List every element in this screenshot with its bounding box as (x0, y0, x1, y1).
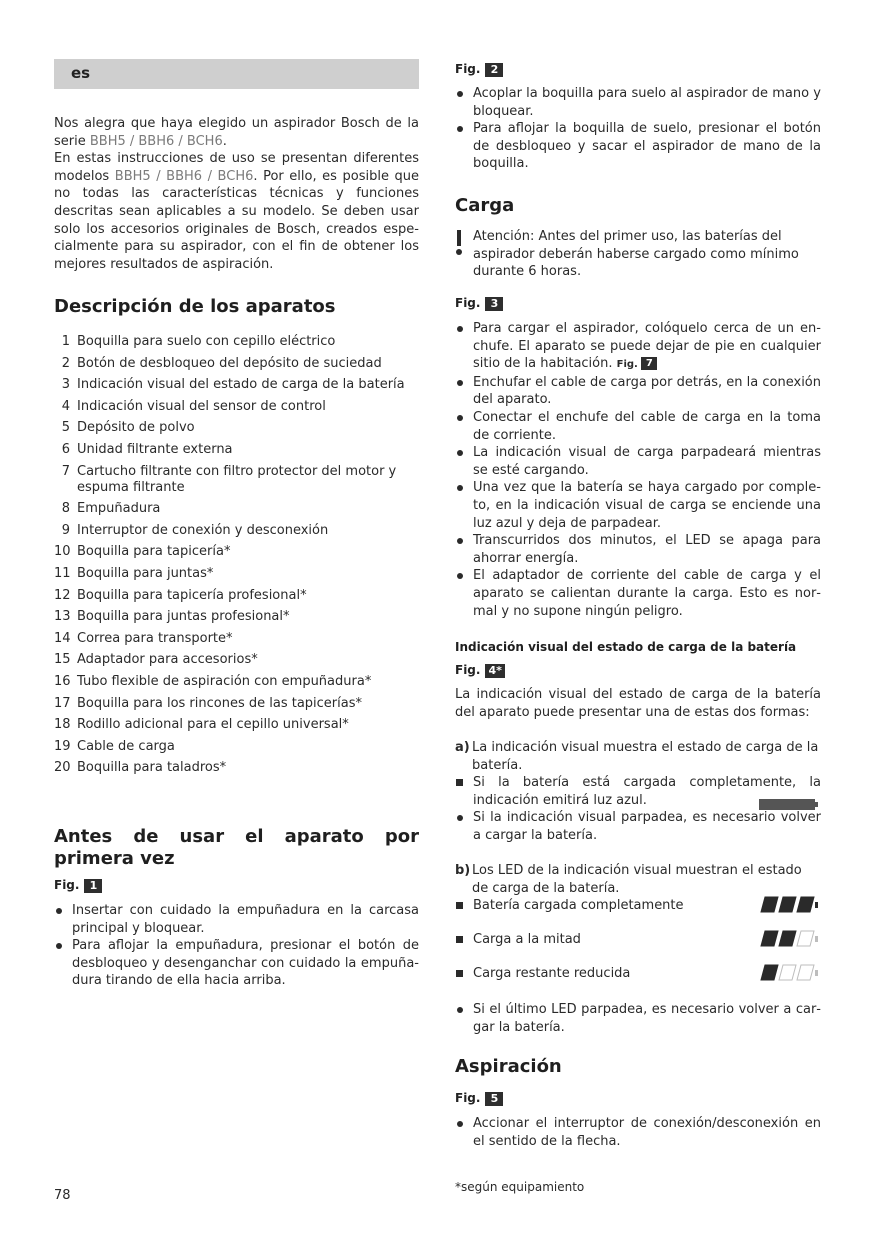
battery-segment-filled (761, 897, 778, 912)
page-number: 78 (54, 1188, 71, 1203)
battery-segment-filled (761, 965, 778, 980)
item-number: 2 (61, 355, 70, 371)
battery-level-icon (757, 930, 819, 948)
intro-text (54, 115, 419, 273)
list-item: Para aflojar la boquilla de suelo, presionar el botón de desbloqueo y sacar el aspirador de mano de la boquilla. (455, 120, 821, 173)
list-item (54, 544, 419, 560)
fig2-list (455, 85, 821, 173)
battery-level-label: Carga a la mitad (473, 931, 581, 947)
item-text: Empuñadura (77, 501, 161, 517)
battery-cap (815, 936, 818, 942)
figure-number: 5 (485, 1092, 503, 1106)
item-number: 6 (61, 441, 70, 457)
list-item (54, 464, 419, 496)
figure-number: 2 (485, 63, 503, 77)
item-text: Depósito de polvo (77, 420, 195, 436)
battery-segment-filled (797, 897, 814, 912)
list-item: Si la indicación visual parpadea, es necesario volver a cargar la batería. (455, 809, 821, 844)
list-item (455, 931, 821, 949)
list-item (54, 631, 419, 647)
battery-cap (815, 970, 818, 976)
list-item: Para cargar el aspirador, colóquelo cerca de un enchufe. El aparato se puede dejar de pie en cualquier sitio de la habitación. Fig. 7 (455, 320, 821, 374)
item-number: 14 (54, 630, 71, 646)
list-item (54, 334, 419, 350)
item-number: 13 (54, 609, 71, 625)
item-number: 3 (61, 377, 70, 393)
list-item: Enchufar el cable de carga por detrás, en la conexión del aparato. (455, 374, 821, 409)
item-text: Unidad filtrante externa (77, 441, 233, 457)
language-code: es (71, 64, 91, 82)
item-text: Correa para transporte* (77, 630, 233, 646)
item-text: Adaptador para accesorios* (77, 652, 258, 668)
language-bar (54, 59, 419, 89)
section-title-description: Descripción de los aparatos (54, 296, 336, 317)
list-item: Para aflojar la empuñadura, presionar el botón de desbloqueo y desenganchar con cuidado la empuñadura tirando de ella hacia arriba. (54, 937, 419, 990)
list-item (54, 760, 419, 776)
item-text: Interruptor de conexión y desconexión (77, 522, 329, 538)
item-text: Boquilla para los rincones de las tapicerías* (77, 695, 363, 711)
item-text: Tubo flexible de aspiración con empuñadura* (77, 673, 372, 689)
battery-level-row (455, 965, 821, 983)
model-names: BBH5 / BBH6 / BCH6 (114, 168, 254, 184)
battery-level-icon (757, 896, 819, 914)
item-number: 5 (61, 420, 70, 436)
warning-note: Atención: Antes del primer uso, las baterías del aspirador deberán haberse cargado como mínimo durante 6 horas. (455, 228, 839, 281)
item-number: 16 (54, 673, 71, 689)
variant-a-text: a) La indicación visual muestra el estado de carga de la batería. (455, 740, 819, 773)
list-item (455, 965, 821, 983)
battery-segment-empty (797, 965, 814, 980)
variant-a-list (455, 774, 821, 844)
before-use-list (54, 902, 419, 990)
item-number: 11 (54, 565, 71, 581)
list-item (54, 442, 419, 458)
battery-variant-b (455, 862, 821, 897)
list-item (54, 377, 419, 393)
list-item (54, 356, 419, 372)
item-number: 9 (61, 522, 70, 538)
item-number: 17 (54, 695, 71, 711)
list-item: Transcurridos dos minutos, el LED se apaga para ahorrar energía. (455, 532, 821, 567)
figure-number: 1 (84, 879, 102, 893)
item-text: Boquilla para tapicería* (77, 544, 231, 560)
battery-levels (455, 897, 821, 983)
figure-reference: Fig. 5 (455, 1090, 503, 1108)
figure-reference: Fig. 7 (617, 359, 658, 370)
item-text: Boquilla para suelo con cepillo eléctrico (77, 334, 336, 349)
item-text: Botón de desbloqueo del depósito de suciedad (77, 355, 382, 371)
item-text: Boquilla para juntas* (77, 565, 214, 581)
footnote: *según equipamiento (455, 1180, 585, 1194)
battery-level-label: Batería cargada completamente (473, 898, 684, 913)
figure-reference: Fig. 3 (455, 295, 503, 313)
battery-segment-filled (779, 931, 796, 946)
list-item (54, 652, 419, 668)
list-item: Accionar el interruptor de conexión/desconexión en el sentido de la flecha. (455, 1115, 821, 1150)
battery-last-list (455, 1001, 821, 1036)
battery-segment-empty (797, 931, 814, 946)
list-item: La indicación visual de carga parpadeará mientras se esté cargando. (455, 444, 821, 479)
section-title-carga: Carga (455, 195, 515, 216)
list-item (54, 739, 419, 755)
list-item (54, 609, 419, 625)
list-item (54, 523, 419, 539)
list-item: Si el último LED parpadea, es necesario volver a cargar la batería. (455, 1001, 821, 1036)
figure-reference: Fig. 4* (455, 662, 505, 680)
figure-number: 7 (641, 357, 657, 370)
battery-variant-a (455, 739, 821, 845)
exclamation-icon (455, 228, 463, 256)
item-number: 4 (61, 398, 70, 414)
battery-level-row (455, 897, 821, 915)
list-item: Insertar con cuidado la empuñadura en la carcasa principal y bloquear. (54, 902, 419, 937)
list-item (455, 897, 821, 915)
aspiracion-list (455, 1115, 821, 1150)
intro-paragraph-2: En estas instrucciones de uso se presentan diferentes modelos BBH5 / BBH6 / BCH6. Por ello, es posible que no todas las características técnicas y funciones descritas sean aplicables a su modelo. Se deben usar solo los accesorios originales de Bosch, creados especialmente para su aspirador, con el fin de obtener los mejores resultados de aspiración. (54, 151, 420, 272)
battery-level-row (455, 931, 821, 949)
battery-level-label: Carga restante reducida (473, 965, 631, 981)
parts-list (54, 334, 419, 782)
item-text: Cable de carga (77, 738, 175, 754)
list-item (54, 696, 419, 712)
battery-segment-filled (779, 897, 796, 912)
item-text: Rodillo adicional para el cepillo universal* (77, 717, 349, 733)
battery-intro: La indicación visual del estado de carga de la batería del aparato puede presentar una de estas dos formas: (455, 687, 821, 720)
list-item: Una vez que la batería se haya cargado por completo, en la indicación visual de carga se enciende una luz azul y deja de parpadear. (455, 479, 821, 532)
battery-cap (815, 902, 818, 908)
list-item (54, 399, 419, 415)
item-number: 20 (54, 760, 71, 776)
variant-b-text: b) Los LED de la indicación visual muestran el estado de carga de la batería. (455, 863, 802, 896)
item-number: 15 (54, 652, 71, 668)
item-number: 18 (54, 717, 71, 733)
list-item: Acoplar la boquilla para suelo al aspirador de mano y bloquear. (455, 85, 821, 120)
item-number: 7 (61, 463, 70, 479)
list-item (54, 588, 419, 604)
carga-list (455, 320, 821, 620)
list-item (54, 501, 419, 517)
subsection-title-battery: Indicación visual del estado de carga de la batería (455, 640, 797, 654)
item-text: Boquilla para taladros* (77, 760, 227, 776)
figure-reference: Fig. 1 (54, 877, 102, 895)
list-item: Conectar el enchufe del cable de carga en la toma de corriente. (455, 409, 821, 444)
battery-segment-filled (761, 931, 778, 946)
figure-number: 3 (485, 297, 503, 311)
section-title-aspiracion: Aspiración (455, 1056, 562, 1077)
list-item (54, 674, 419, 690)
item-number: 12 (54, 587, 71, 603)
item-number: 8 (61, 501, 70, 517)
item-text: Indicación visual del estado de carga de la batería (77, 377, 405, 393)
battery-segment-empty (779, 965, 796, 980)
battery-level-icon (757, 964, 819, 982)
item-text: Indicación visual del sensor de control (77, 398, 326, 414)
figure-reference: Fig. 2 (455, 61, 503, 79)
list-item (54, 420, 419, 436)
item-text: Cartucho filtrante con filtro protector del motor y espuma filtrante (77, 463, 397, 495)
list-item (54, 566, 419, 582)
item-text: Boquilla para juntas profesional* (77, 609, 290, 625)
list-item: El adaptador de corriente del cable de carga y el aparato se calientan durante la carga. Esto es normal y no supone ningún peligro. (455, 567, 821, 620)
figure-number: 4* (485, 664, 504, 678)
intro-paragraph-1: Nos alegra que haya elegido un aspirador Bosch de la serie BBH5 / BBH6 / BCH6. (54, 116, 419, 149)
section-title-before-use: Antes de usar el aparato por primera vez (54, 826, 419, 869)
list-item: Si la batería está cargada completamente, la indicación emitirá luz azul. (455, 774, 821, 809)
item-number: 1 (61, 334, 70, 349)
item-number: 19 (54, 738, 71, 754)
item-text: Boquilla para tapicería profesional* (77, 587, 307, 603)
item-number: 10 (54, 544, 71, 560)
model-names: BBH5 / BBH6 / BCH6 (89, 133, 223, 149)
list-item (54, 717, 419, 733)
